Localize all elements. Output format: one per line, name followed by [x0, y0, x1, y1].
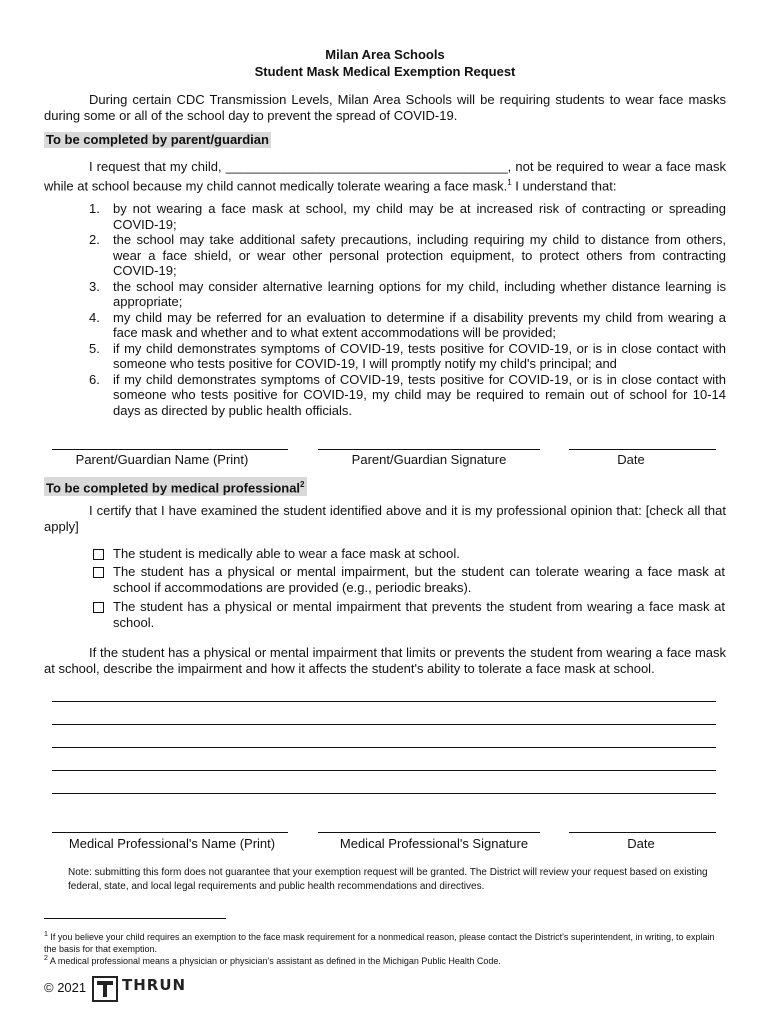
- list-item-number: 4.: [89, 309, 100, 325]
- certify-paragraph: I certify that I have examined the student identified above and it is my professional opinion that: [check all that apply]: [44, 503, 726, 534]
- footnote-separator: [44, 918, 226, 919]
- parent-signature-line[interactable]: [318, 449, 540, 450]
- medical-name-line[interactable]: [52, 832, 288, 833]
- describe-paragraph: If the student has a physical or mental impairment that limits or prevents the student from wearing a face mask at school, describe the impairment and how it affects the student's ability to tolerate a face mask at school.: [44, 645, 726, 676]
- list-item-number: 5.: [89, 340, 100, 356]
- list-item-number: 1.: [89, 201, 100, 216]
- list-item-number: 2.: [89, 232, 100, 247]
- option-prevents-wearing[interactable]: [93, 599, 725, 631]
- parent-date-label: Date: [617, 452, 645, 467]
- option-label: The student is medically able to wear a face mask at school.: [113, 546, 460, 561]
- list-item-number: 6.: [89, 371, 100, 387]
- list-item: [44, 201, 726, 232]
- list-item: [44, 372, 726, 419]
- medical-date-line[interactable]: [569, 832, 716, 833]
- list-item: [44, 310, 726, 341]
- list-item-text: if my child demonstrates symptoms of COVID-19, tests positive for COVID-19, or is in close contact with someone who tests positive for COVID-19, I will promptly notify my child's principal; and: [113, 340, 726, 371]
- thrun-t-icon: [96, 980, 114, 998]
- parent-name-label: Parent/Guardian Name (Print): [75, 452, 249, 467]
- list-item-text: the school may take additional safety precautions, including requiring my child to distance from others, wear a face shield, or wear other personal protection equipment, to protect others from contracting COVID-19;: [113, 232, 726, 278]
- description-line[interactable]: [52, 793, 716, 794]
- checkbox[interactable]: [93, 602, 104, 613]
- footnote-text: A medical professional means a physician or physician's assistant as defined in the Michigan Public Health Code.: [49, 956, 501, 966]
- footnote-1: [44, 929, 726, 955]
- description-line[interactable]: [52, 701, 716, 702]
- list-item: [44, 341, 726, 372]
- footnote-ref-2: 2: [300, 480, 305, 489]
- footnote-ref-1: 1: [507, 178, 512, 187]
- footnote-text: If you believe your child requires an exemption to the face mask requirement for a nonmedical reason, please contact the District's superintendent, in writing, to explain the basis for that exemption.: [44, 932, 715, 954]
- footnote-number: 2: [44, 955, 48, 962]
- intro-paragraph: During certain CDC Transmission Levels, Milan Area Schools will be requiring students to wear face masks during some or all of the school day to prevent the spread of COVID-19.: [44, 92, 726, 123]
- list-item-text: my child may be referred for an evaluation to determine if a disability prevents my child from wearing a face mask and whether and to what extent accommodations will be provided;: [113, 309, 726, 340]
- medical-signature-line[interactable]: [318, 832, 540, 833]
- option-tolerate-with-accommodations[interactable]: [93, 564, 725, 596]
- acknowledgement-list: [44, 201, 726, 418]
- option-able-to-wear[interactable]: [93, 546, 725, 562]
- medical-section-heading: [44, 477, 307, 496]
- description-line[interactable]: [52, 770, 716, 771]
- copyright-text: © 2021: [44, 980, 87, 995]
- footnote-number: 1: [44, 931, 48, 938]
- list-item: [44, 232, 726, 279]
- checkbox[interactable]: [93, 567, 104, 578]
- parent-request-paragraph: [44, 159, 726, 194]
- option-label: The student has a physical or mental impairment, but the student can tolerate wearing a face mask at school if accommodations are provided (e.g., periodic breaks).: [113, 564, 725, 595]
- parent-date-line[interactable]: [569, 449, 716, 450]
- list-item-number: 3.: [89, 278, 100, 294]
- parent-section-heading-text: To be completed by parent/guardian: [46, 132, 269, 147]
- footnote-2: [44, 953, 726, 967]
- list-item: [44, 279, 726, 310]
- description-line[interactable]: [52, 724, 716, 725]
- medical-section-heading-text: To be completed by medical professional: [46, 480, 301, 496]
- document-title: Milan Area Schools: [325, 47, 445, 62]
- option-label: The student has a physical or mental impairment that prevents the student from wearing a face mask at school.: [113, 599, 725, 630]
- parent-section-heading: [44, 132, 271, 148]
- checkbox[interactable]: [93, 549, 104, 560]
- medical-signature-label: Medical Professional's Signature: [339, 836, 529, 851]
- document-subtitle: Student Mask Medical Exemption Request: [254, 64, 516, 79]
- parent-name-line[interactable]: [52, 449, 288, 450]
- parent-signature-label: Parent/Guardian Signature: [351, 452, 507, 467]
- medical-name-label: Medical Professional's Name (Print): [68, 836, 276, 851]
- description-line[interactable]: [52, 747, 716, 748]
- thrun-logo-wordmark: THRUN: [122, 976, 187, 994]
- list-item-text: if my child demonstrates symptoms of COVID-19, tests positive for COVID-19, or is in close contact with someone who tests positive for COVID-19, my child may be required to remain out of school for 10-14 days as directed by public health officials.: [113, 371, 726, 418]
- parent-request-text-end: I understand that:: [511, 178, 617, 194]
- parent-request-text: I request that my child, _______________________________________, not be required to wear a face mask while at school because my child cannot medically tolerate wearing a face mask.: [44, 159, 726, 194]
- list-item-text: by not wearing a face mask at school, my child may be at increased risk of contracting or spreading COVID-19;: [113, 201, 726, 232]
- medical-date-label: Date: [627, 836, 655, 851]
- list-item-text: the school may consider alternative learning options for my child, including whether distance learning is appropriate;: [113, 278, 726, 309]
- note-text: Note: submitting this form does not guarantee that your exemption request will be granted. The District will review your request based on existing federal, state, and local legal requirements and public health recommendations and directives.: [68, 867, 708, 892]
